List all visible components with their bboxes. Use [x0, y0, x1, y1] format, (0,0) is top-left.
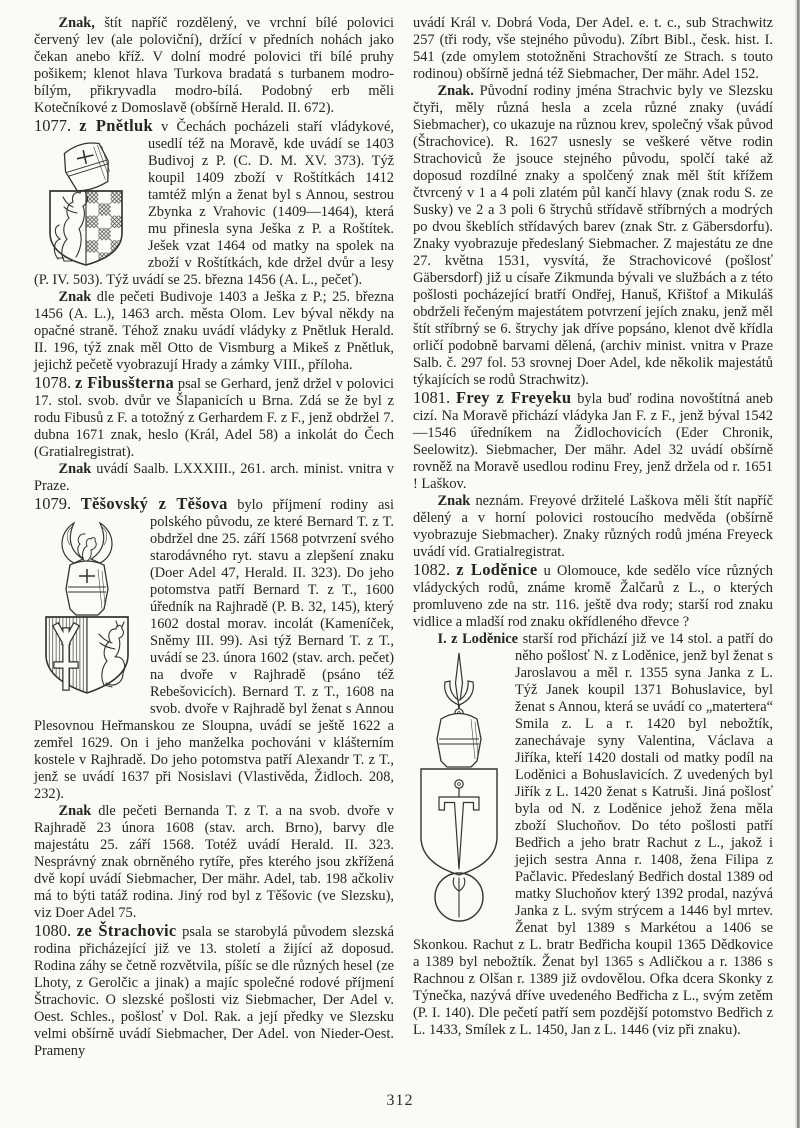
paragraph-znak-continuation: [34, 15, 394, 117]
entry-1082-body: u Olomouce, kde sedělo více různých vládyckých rodů, známe kromě Žalčarů z L., o kterých promluveno zde na str. 116. ještě dva rody; starší rod znaku vidlice a mladší rod znaku okřídleného dřevce ?: [413, 563, 773, 630]
left-column: [34, 15, 394, 1060]
entry-1080-body: psala se starobylá původem slezská rodina přicházející již ve 13. století a žijící až doposud. Rodina záhy se četně rozvětvila, píšíc se dle různých hesel (ze Lhoty, z Gerolčic a jinak) a majíc společné rodové příjmení Štrachovic. O slezské pošlosti viz Siebmacher, Der Adel v. Oest. Schles., pošlosť v Dol. Rak. a její předky ve Slezsku velmi obšírně uvádí Siebmacher, Der Adel. von Nieder-Oest. Prameny: [34, 924, 394, 1059]
entry-1081-znak-text: neznám. Freyové držitelé Laškova měli štít napříč dělený a v horní polovici rostoucího medvěda (obšírně vyobrazuje Siebmacher). Znaky různých rodů jména Freyeck uvádí víd. Gratialregistrat.: [413, 493, 773, 560]
entry-1081-title: Frey z Freyeku: [455, 388, 572, 407]
entry-1079-lead: bylo příjmení rodiny: [237, 497, 369, 513]
entry-1079-znak: [34, 803, 394, 922]
entry-1082-title: z Loděnice: [456, 560, 538, 579]
znak-lead-word: Znak.: [437, 83, 474, 99]
entry-1081-znak: [413, 493, 773, 561]
entry-1079-body: asi polského původu, ze které Bernard T. z T. obdržel dne 25. září 1568 potvrzení svého starodávného ryt. stavu a zlepšení znaku (Doer Adel 47, Herald. II. 323). Do jeho potomstva patří Bernard T. z T., 1600 úředník na Rajhradě (P. B. 32, 145), který 1602 dostal morav. incolát (Kameníček, Sněmy III. 99). Asi týž Bernard T. z T., uvádí se 23. února 1602 (stav. arch. pečet) na dvoře v Rajhradě (psáno též Rebešovicích). Bernard T. z T., 1608 na svob. dvoře v Rajhradě byl ženat s Annou Plesovnou Heřmanskou ze Sloupna, uvádí se ještě 1622 a zemřel 1629. On i jeho manželka pochováni v klášterním kostele v Rajhradě. Do jeho potomstva patří Alexandr T. z T., jenž se uvádí 1637 při Nosislavi (Vlastivěda, Židloch. 208, 232).: [34, 497, 394, 802]
entry-1081-body: byla buď rodina novoštítná aneb cizí. Na Moravě přichází vládyka Jan F. z F., jenž býval 1542—1546 úředníkem na Židlochovicích (Eder Chronik, Seelowitz). Siebmacher, Der mähr. Adel 32 uvádí obšírně rovněž na Moravě usedlou rodinu Frey, jenž držela od r. 1651 ! Laškov.: [413, 391, 773, 492]
coat-of-arms-pnetluk-illustration: [34, 139, 138, 267]
entry-1078-number: 1078.: [34, 373, 72, 392]
entry-1078: [34, 374, 394, 461]
entry-1080-continuation: uvádí Král v. Dobrá Voda, Der Adel. e. t. c., sub Strachwitz 257 (tři rody, vše stejného původu). Zíbrt Bibl., česk. hist. I. 541 (zde omylem stotožněni Strachovští ze Strach. s touto rodinou) obšírně jedná též Siebmacher, Der mähr. Adel 152.: [413, 15, 773, 82]
entry-1078-title: z Fibusšterna: [74, 373, 175, 392]
page-number: 312: [386, 1092, 414, 1109]
entry-1077-lead: v Čechách pocházeli staří vládykové,: [161, 119, 394, 135]
entry-1082: [413, 561, 773, 631]
entry-1080: [34, 922, 394, 1060]
entry-1080-title: ze Štrachovic: [76, 921, 177, 940]
right-column: [413, 15, 773, 1060]
entry-1077-znak-text: dle pečeti Budivoje 1403 a Ješka z P.; 25. března 1456 (A. L.), 1463 arch. města Olom. Lev býval někdy na opačné straně. Téhož znaku uvádí vládyky z Pnětluk Herald. II. 196, týž znak měl Otto de Vismburg a Mikeš z Pnětluk, jejichž pečetě vyobrazují Hrady a zámky VIII., příloha.: [34, 289, 394, 373]
entry-1077: [34, 117, 394, 289]
entry-1078-body: psal se Gerhard, jenž držel v polovici 17. stol. svob. dvůr ve Šlapanicích u Brna. Zdá se že byl z rodu Fibusů z F. a totožný z Gerhardem F. z F., jenž obdržel 7. dubna 1671 znak, heslo (Král, Adel 58) a inkolát do Čech (Gratialregistrat).: [34, 376, 394, 460]
znak-lead-word: Znak: [58, 289, 92, 305]
entry-1082-branch-1-lead: starší rod přichází již ve 14 stol.: [522, 631, 713, 647]
page-footer: [0, 1092, 800, 1110]
two-column-text: [34, 15, 776, 1060]
entry-1079: [34, 495, 394, 803]
entry-1082-branch-1-body: a patří do něho pošlosť N. z Loděnice, jenž byl ženat s Jaroslavou a měl r. 1355 syna Janka z L. Týž Janek koupil 1371 Bohuslavice, byl ženat s Annou, která se uvádí co „matertera“ Smila z. L a r. 1420 byl nebožtík, zanechávaje syny Valentina, Václava a Jiříka, kteří 1420 dostali od matky podíl na Loděnici a Bohuslavicích. Z uvedených byl Jiřík z L. 1420 ženat s Katruši. Jiná pošlosť byla od N. z Loděnice jehož žena měla zboží Sluchoňov. Do této pošlosti patří Bedřich a jeho bratr Rachut z L., jakož i jejich sestra Anna r. 1408, žena Filipa z Pačlavic. Předeslaný Bedřich dostal 1389 od matky Sluchoňov který 1392 prodal, nazývá Janka z L. svým strýcem a 1446 byl mrtev. Ženat byl 1389 s Markétou a 1406 se Skonkou. Rachut z L. bratr Bedřicha koupil 1365 Dědkovice a 1389 byl nebožtík. Ženat byl 1365 s Adličkou a r. 1386 s Rachnou z Olšan r. 1389 již ovdovělou. Ofka dcera Skonky z Týnečka, nazývá dříve uvedeného Bedřicha z L., svým zetěm (P. I. 140). Dle pečetí patří sem pozdější potomstvo Bedřich z L. 1433, Smílek z L. 1450, Jan z L. 1446 (viz při znaku).: [413, 631, 773, 1038]
entry-1078-znak: [34, 461, 394, 495]
znak-lead-word: Znak: [58, 803, 92, 819]
entry-1077-znak: [34, 289, 394, 374]
coat-of-arms-z-lodenice-illustration: [413, 651, 505, 923]
entry-1077-body: usedlí též na Moravě, kde uvádí se 1403 Budivoj z P. (C. D. M. XV. 373). Týž koupil 1409 zboží v Roštítkách 1412 tamtéž mlýn a ženat byl s Annou, sestrou Zbynka z Vrahovic (1409—1464), která mu přinesla syna Ješka z P. a Roštítek. Ješek vzat 1464 od matky na spolek na zboží v Roštítkách, kde držel dvůr a lesy (P. IV. 503). Týž uvádí se 25. března 1456 (A. L., pečeť).: [34, 136, 394, 288]
entry-1079-znak-text: dle pečeti Bernanda T. z T. a na svob. dvoře v Rajhradě 23 února 1608 (stav. arch. Brno), barvy dle majestátu 25. září 1568. Totéž uvádí Herald. II. 323. Nesprávný znak obrněného rytíře, přes kterého jsou zkřížená dvě kopí uvádí Siebmacher, Der mähr. Adel, tab. 198 ačkoliv má to býti tatáž rodina. Jiný rod byl z Těšovic (ve Slezsku), viz Doer Adel 75.: [34, 803, 394, 921]
entry-1080-znak: [413, 83, 773, 389]
entry-1082-number: 1082.: [413, 560, 451, 579]
entry-1080-znak-text: Původní rodiny jména Strachvic byly ve Slezsku čtyři, měly různá hesla a zcela různé znaky (uvádí Siebmacher), co ukazuje na různou krev, společný však původ (Štrachovice). R. 1627 usnesly se veškeré větve rodin Strachoviců že jsouce stejného původu, spolčí také až doposud rozdílné znaky a spolčený znak měl štít křížem čtvrcený v 1 a 4 poli zlatém půl kančí hlavy (znak rodu S. ze Susky) ve 2 a 3 poli 6 štrychů střídavě stříbrných a modrých po dvou škeblích střídavých barev (znak Str. z Gäbersdorfu). Znaky vyobrazuje předeslaný Siebmacher. Z majestátu ze dne 27. května 1531, vysvítá, že Strachovicové (pošlosť Gäbersdorf) již u císaře Zikmunda bývali ve službách a z této pošlosti pocházející bratří Ondřej, Hanuš, Křištof a Mikuláš obdrželi řečeným majestátem potvrzení jejích znaku, jenž měl štít stříbrný se 6. štrychy jak dříve popsáno, klenot dvě křídla orličí podobně barvami dělená, (archiv minist. vnitra v Praze Salb. č. 297 fol. 53 srovnej Doer Adel, kde několik majestátů týkajících se rodů Strachwitz).: [413, 83, 773, 388]
entry-1082-branch-1-heading: I. z Loděnice: [437, 631, 519, 647]
entry-1081-number: 1081.: [413, 388, 451, 407]
entry-1079-title: Těšovský z Těšova: [80, 494, 228, 513]
coat-of-arms-tesovsky-z-tesova-illustration: [34, 517, 140, 703]
znak-continuation-text: štít napříč rozdělený, ve vrchní bílé polovici červený lev (ale poloviční), držící v předních nohách jako čekan anebo kříž. V dolní modré polovici tři bílé pruhy pošikem; klenot hlava Turkova bradatá s turbanem modro-bílým, přikryvadla modro-bílá. Podobný erb měli Kotečníkové z Domoslavě (obšírně Herald. II. 672).: [34, 15, 394, 116]
entry-1082-branch-1: [413, 631, 773, 1039]
znak-lead-word: Znak: [58, 461, 92, 477]
entry-1080-number: 1080.: [34, 921, 72, 940]
entry-1079-number: 1079.: [34, 494, 72, 513]
entry-1078-znak-text: uvádí Saalb. LXXXIII., 261. arch. minist. vnitra v Praze.: [34, 461, 394, 494]
entry-1077-number: 1077.: [34, 116, 72, 135]
entry-1081: [413, 389, 773, 493]
znak-lead-word: Znak: [437, 493, 471, 509]
znak-lead-word: Znak,: [58, 15, 95, 31]
entry-1077-title: z Pnětluk: [79, 116, 153, 135]
